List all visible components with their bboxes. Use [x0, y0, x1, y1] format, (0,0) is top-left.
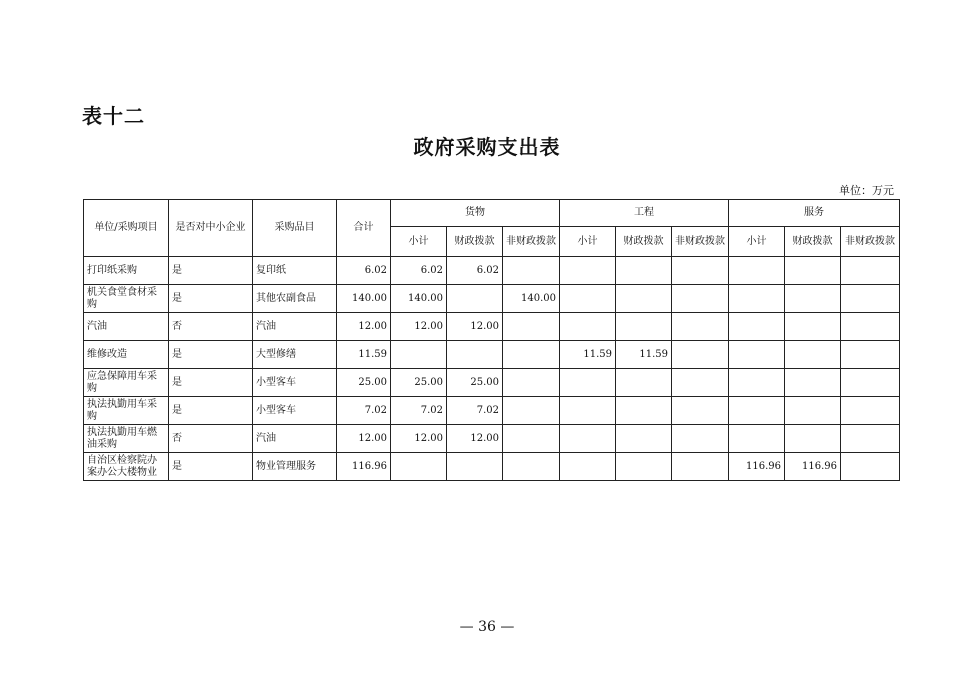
cell-eng-fiscal	[616, 257, 672, 285]
cell-total: 116.96	[337, 453, 391, 481]
cell-svc-subtotal	[729, 313, 785, 341]
cell-name: 应急保障用车采购	[84, 369, 169, 397]
cell-total: 11.59	[337, 341, 391, 369]
cell-goods-subtotal: 7.02	[391, 397, 447, 425]
cell-category: 其他农副食品	[253, 285, 337, 313]
cell-goods-fiscal	[447, 341, 503, 369]
cell-goods-fiscal: 25.00	[447, 369, 503, 397]
cell-svc-nonfiscal	[841, 285, 900, 313]
cell-svc-fiscal	[785, 257, 841, 285]
header-engineering: 工程	[560, 200, 729, 227]
header-svc-subtotal: 小计	[729, 227, 785, 257]
cell-goods-nonfiscal	[503, 341, 560, 369]
cell-category: 小型客车	[253, 369, 337, 397]
cell-goods-subtotal: 12.00	[391, 425, 447, 453]
cell-eng-fiscal	[616, 313, 672, 341]
header-sme: 是否对中小企业	[169, 200, 253, 257]
cell-total: 140.00	[337, 285, 391, 313]
header-total: 合计	[337, 200, 391, 257]
cell-goods-fiscal: 7.02	[447, 397, 503, 425]
cell-eng-nonfiscal	[672, 369, 729, 397]
page-title: 政府采购支出表	[413, 135, 561, 159]
cell-svc-subtotal	[729, 425, 785, 453]
cell-eng-nonfiscal	[672, 397, 729, 425]
cell-name: 自治区检察院办案办公大楼物业	[84, 453, 169, 481]
cell-total: 6.02	[337, 257, 391, 285]
cell-svc-nonfiscal	[841, 313, 900, 341]
cell-goods-nonfiscal	[503, 425, 560, 453]
table-row	[84, 397, 900, 425]
unit-note: 单位：万元	[839, 184, 894, 197]
cell-goods-subtotal: 25.00	[391, 369, 447, 397]
table-row	[84, 453, 900, 481]
cell-goods-nonfiscal	[503, 257, 560, 285]
header-eng-fiscal: 财政拨款	[616, 227, 672, 257]
cell-sme: 是	[169, 285, 253, 313]
cell-eng-fiscal	[616, 397, 672, 425]
header-goods-fiscal: 财政拨款	[447, 227, 503, 257]
cell-eng-subtotal	[560, 257, 616, 285]
cell-name: 汽油	[84, 313, 169, 341]
cell-goods-nonfiscal	[503, 397, 560, 425]
header-svc-nonfiscal: 非财政拨款	[841, 227, 900, 257]
header-goods-nonfiscal: 非财政拨款	[503, 227, 560, 257]
cell-category: 大型修缮	[253, 341, 337, 369]
cell-goods-fiscal: 6.02	[447, 257, 503, 285]
cell-sme: 是	[169, 257, 253, 285]
table-row	[84, 425, 900, 453]
cell-sme: 是	[169, 397, 253, 425]
cell-eng-nonfiscal	[672, 285, 729, 313]
cell-sme: 否	[169, 313, 253, 341]
header-eng-nonfiscal: 非财政拨款	[672, 227, 729, 257]
cell-sme: 否	[169, 425, 253, 453]
cell-svc-nonfiscal	[841, 257, 900, 285]
cell-name: 维修改造	[84, 341, 169, 369]
cell-eng-subtotal	[560, 453, 616, 481]
cell-eng-nonfiscal	[672, 453, 729, 481]
header-svc-fiscal: 财政拨款	[785, 227, 841, 257]
table-row	[84, 341, 900, 369]
cell-total: 25.00	[337, 369, 391, 397]
cell-eng-nonfiscal	[672, 257, 729, 285]
table-row	[84, 285, 900, 313]
cell-goods-subtotal: 6.02	[391, 257, 447, 285]
cell-name: 机关食堂食材采购	[84, 285, 169, 313]
cell-eng-nonfiscal	[672, 341, 729, 369]
cell-sme: 是	[169, 453, 253, 481]
header-services: 服务	[729, 200, 900, 227]
cell-svc-fiscal	[785, 397, 841, 425]
table-label: 表十二	[82, 104, 145, 128]
cell-eng-nonfiscal	[672, 425, 729, 453]
cell-eng-subtotal	[560, 397, 616, 425]
cell-svc-nonfiscal	[841, 369, 900, 397]
cell-category: 物业管理服务	[253, 453, 337, 481]
cell-goods-nonfiscal	[503, 313, 560, 341]
cell-svc-subtotal	[729, 257, 785, 285]
cell-svc-fiscal	[785, 285, 841, 313]
cell-eng-subtotal	[560, 369, 616, 397]
cell-goods-nonfiscal	[503, 369, 560, 397]
cell-svc-fiscal	[785, 313, 841, 341]
cell-goods-subtotal: 140.00	[391, 285, 447, 313]
cell-goods-fiscal: 12.00	[447, 313, 503, 341]
cell-total: 12.00	[337, 425, 391, 453]
table-row	[84, 257, 900, 285]
cell-svc-nonfiscal	[841, 453, 900, 481]
cell-eng-subtotal	[560, 285, 616, 313]
cell-eng-fiscal: 11.59	[616, 341, 672, 369]
header-goods: 货物	[391, 200, 560, 227]
cell-svc-subtotal: 116.96	[729, 453, 785, 481]
cell-goods-subtotal	[391, 453, 447, 481]
cell-eng-fiscal	[616, 453, 672, 481]
table-row	[84, 313, 900, 341]
header-eng-subtotal: 小计	[560, 227, 616, 257]
table-row	[84, 369, 900, 397]
cell-svc-subtotal	[729, 341, 785, 369]
header-category: 采购品目	[253, 200, 337, 257]
header-goods-subtotal: 小计	[391, 227, 447, 257]
cell-goods-subtotal	[391, 341, 447, 369]
cell-eng-subtotal	[560, 313, 616, 341]
cell-goods-fiscal: 12.00	[447, 425, 503, 453]
cell-eng-subtotal	[560, 425, 616, 453]
cell-svc-nonfiscal	[841, 341, 900, 369]
cell-total: 12.00	[337, 313, 391, 341]
cell-eng-nonfiscal	[672, 313, 729, 341]
cell-svc-subtotal	[729, 397, 785, 425]
cell-svc-fiscal: 116.96	[785, 453, 841, 481]
cell-category: 汽油	[253, 313, 337, 341]
cell-category: 复印纸	[253, 257, 337, 285]
cell-category: 汽油	[253, 425, 337, 453]
cell-eng-fiscal	[616, 425, 672, 453]
cell-category: 小型客车	[253, 397, 337, 425]
cell-goods-subtotal: 12.00	[391, 313, 447, 341]
cell-goods-fiscal	[447, 453, 503, 481]
cell-goods-nonfiscal	[503, 453, 560, 481]
procurement-table	[83, 199, 900, 481]
cell-eng-fiscal	[616, 369, 672, 397]
cell-eng-fiscal	[616, 285, 672, 313]
cell-name: 执法执勤用车采购	[84, 397, 169, 425]
cell-eng-subtotal: 11.59	[560, 341, 616, 369]
cell-sme: 是	[169, 341, 253, 369]
cell-svc-fiscal	[785, 425, 841, 453]
cell-name: 打印纸采购	[84, 257, 169, 285]
cell-svc-subtotal	[729, 285, 785, 313]
cell-goods-fiscal	[447, 285, 503, 313]
cell-sme: 是	[169, 369, 253, 397]
header-unit-item: 单位/采购项目	[84, 200, 169, 257]
cell-svc-nonfiscal	[841, 425, 900, 453]
cell-name: 执法执勤用车燃油采购	[84, 425, 169, 453]
cell-svc-nonfiscal	[841, 397, 900, 425]
cell-svc-fiscal	[785, 369, 841, 397]
cell-total: 7.02	[337, 397, 391, 425]
cell-svc-fiscal	[785, 341, 841, 369]
cell-goods-nonfiscal: 140.00	[503, 285, 560, 313]
cell-svc-subtotal	[729, 369, 785, 397]
page-number: — 36 —	[459, 619, 515, 635]
